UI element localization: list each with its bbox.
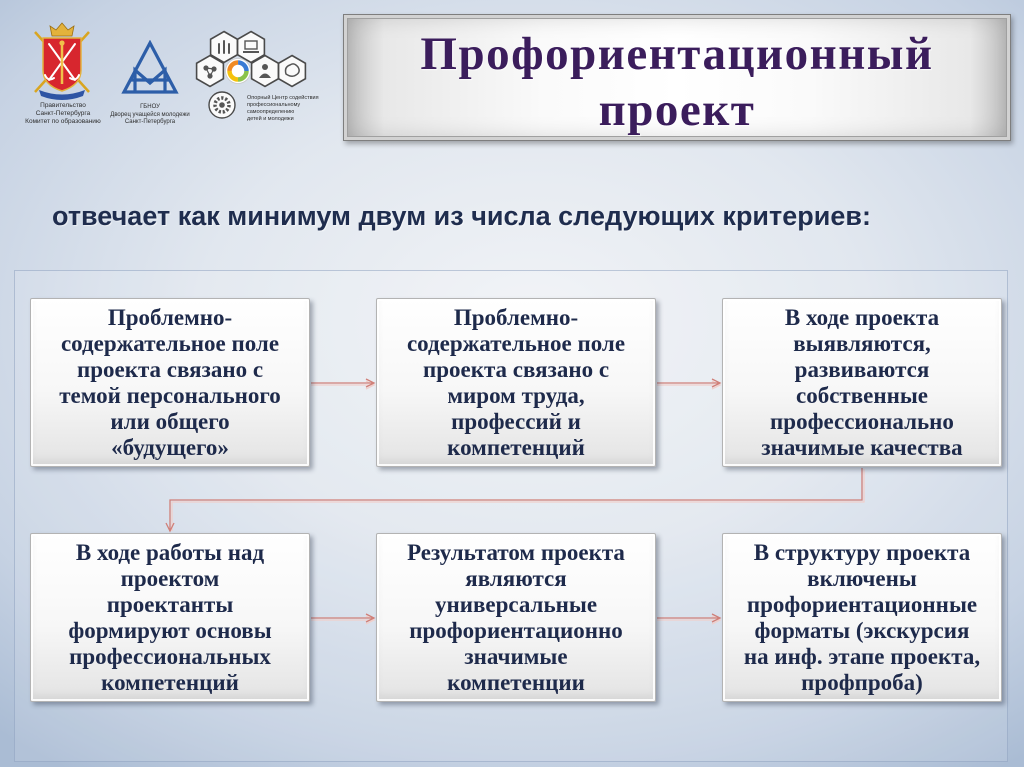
criterion-line: являются xyxy=(465,565,567,591)
logo-caption-government xyxy=(18,102,108,126)
criterion-line: проектанты xyxy=(106,591,234,617)
slide-title-line: Профориентационный xyxy=(420,28,934,80)
criterion-box-6 xyxy=(722,533,1002,702)
caption-line: детей и молодежи xyxy=(247,116,294,122)
coat-of-arms-icon xyxy=(30,20,94,100)
criterion-box-2 xyxy=(376,298,656,467)
criterion-line: выявляются, xyxy=(793,330,931,356)
caption-line: ГБНОУ xyxy=(140,104,160,110)
caption-line: Санкт-Петербурга xyxy=(124,119,176,125)
criterion-line: на инф. этапе проекта, xyxy=(743,643,981,669)
criterion-line: включены xyxy=(807,565,917,591)
criterion-line: В структуру проекта xyxy=(753,539,971,565)
logo-caption-dvorets xyxy=(104,104,196,127)
criterion-line: темой персонального xyxy=(59,382,281,408)
criterion-line: форматы (экскурсия xyxy=(754,617,970,643)
criterion-line: Проблемно- xyxy=(107,304,233,330)
caption-line: Правительство xyxy=(40,102,86,109)
criterion-line: проекта связано с xyxy=(422,356,610,382)
criterion-line: профессий и xyxy=(451,408,581,434)
criterion-line: миром труда, xyxy=(447,382,585,408)
criterion-line: Результатом проекта xyxy=(407,539,625,565)
criterion-line: содержательное поле xyxy=(406,330,626,356)
criterion-line: профпроба) xyxy=(801,669,923,695)
dvorets-molodezhi-logo-icon xyxy=(121,40,179,98)
title-banner xyxy=(343,14,1011,141)
caption-line: Санкт-Петербурга xyxy=(35,110,91,117)
criterion-line: компетенций xyxy=(447,434,585,460)
caption-line: Дворец учащейся молодежи xyxy=(110,111,190,118)
criterion-line: формируют основы xyxy=(68,617,272,643)
criterion-line: «будущего» xyxy=(111,434,229,460)
criterion-line: компетенций xyxy=(101,669,239,695)
criterion-line: профориентационные xyxy=(746,591,978,617)
caption-line: Комитет по образованию xyxy=(25,118,101,125)
caption-line: самоопределению xyxy=(247,109,295,115)
criterion-line: профессиональных xyxy=(69,643,271,669)
criterion-line: В ходе проекта xyxy=(784,304,940,330)
criterion-line: проекта связано с xyxy=(76,356,264,382)
criterion-line: собственные xyxy=(795,382,928,408)
criterion-line: значимые качества xyxy=(761,434,963,460)
criterion-line: или общего xyxy=(110,408,230,434)
criterion-line: профессионально xyxy=(770,408,954,434)
criterion-box-3 xyxy=(722,298,1002,467)
criterion-box-1 xyxy=(30,298,310,467)
criterion-line: проектом xyxy=(120,565,220,591)
criterion-box-5 xyxy=(376,533,656,702)
criterion-box-4 xyxy=(30,533,310,702)
criterion-line: В ходе работы над xyxy=(75,539,265,565)
criterion-line: универсальные xyxy=(434,591,598,617)
slide-subtitle: отвечает как минимум двум из числа следующих критериев: xyxy=(52,201,871,231)
criterion-line: значимые xyxy=(464,643,568,669)
criterion-line: компетенции xyxy=(447,669,585,695)
criterion-line: содержательное поле xyxy=(60,330,280,356)
caption-line: профессиональному xyxy=(247,102,301,108)
criterion-line: Проблемно- xyxy=(453,304,579,330)
caption-line: Опорный Центр содействия xyxy=(247,95,319,101)
logo-caption-opornyi-centr xyxy=(247,95,317,123)
slide-title-line: проект xyxy=(598,84,756,136)
criterion-line: профориентационно xyxy=(409,617,623,643)
criterion-line: развиваются xyxy=(794,356,930,382)
